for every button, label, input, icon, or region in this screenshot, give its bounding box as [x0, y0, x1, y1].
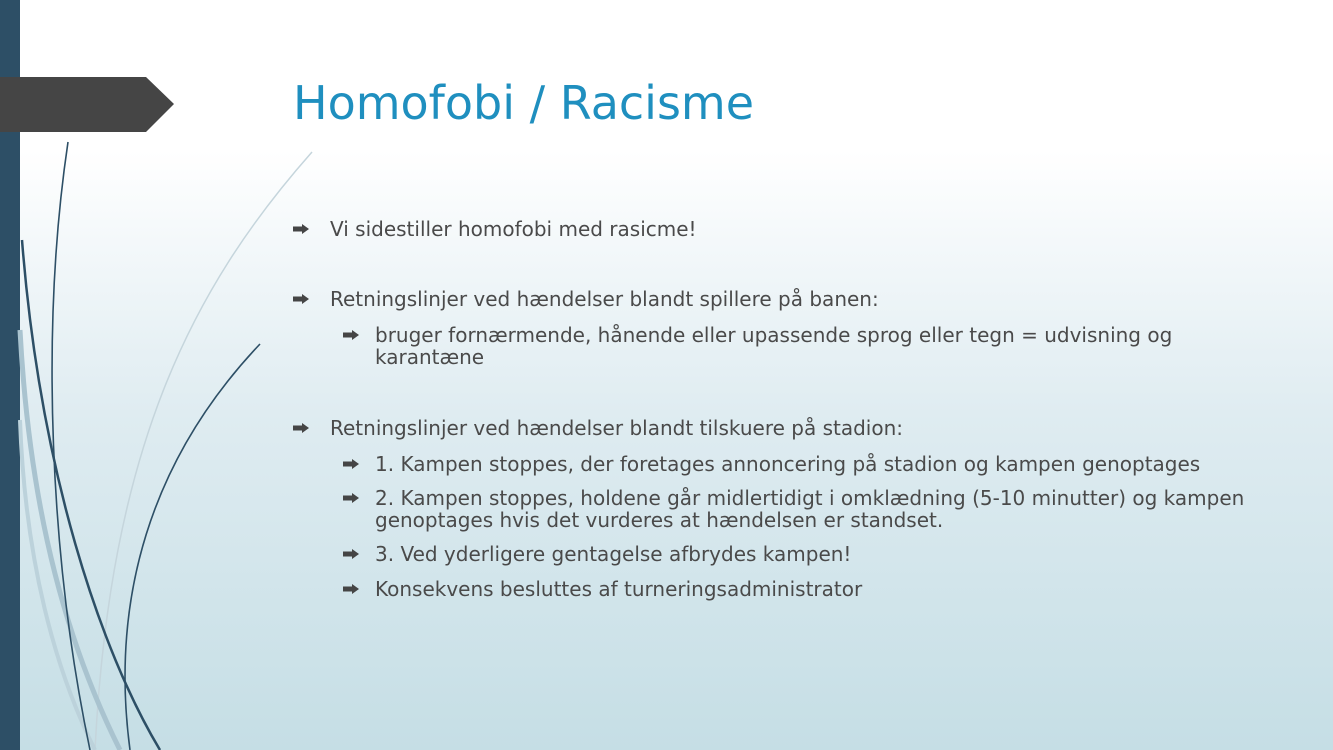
sub-bullet-text: 1. Kampen stoppes, der foretages annoncering på stadion og kampen genoptages	[375, 452, 1201, 476]
sub-bullet-text: 3. Ved yderligere gentagelse afbrydes kampen!	[375, 542, 852, 566]
sub-bullet-text: Konsekvens besluttes af turneringsadministrator	[375, 577, 863, 601]
title-arrow-tab	[0, 77, 174, 132]
arrow-bullet-icon	[293, 294, 309, 304]
dark-curve-2	[22, 240, 160, 750]
bullet-text: Retningslinjer ved hændelser blandt tilskuere på stadion:	[330, 416, 904, 440]
dark-curve-3	[125, 344, 260, 750]
bullet-text: Retningslinjer ved hændelser blandt spillere på banen:	[330, 287, 879, 311]
sub-bullet-text: bruger fornærmende, hånende eller upassende sprog eller tegn = udvisning og karantæne	[375, 323, 1173, 369]
sub-bullet-text: 2. Kampen stoppes, holdene går midlertidigt i omklædning (5-10 minutter) og kampen genoptages hvis det vurderes at hændelsen er standset.	[375, 486, 1245, 532]
sub-bullet-item-2-1	[293, 324, 1253, 368]
arrow-bullet-icon	[293, 423, 309, 433]
sub-bullet-item-3-4	[293, 578, 1253, 600]
arrow-bullet-icon	[343, 584, 359, 594]
sub-bullet-item-3-3	[293, 543, 1253, 565]
sub-bullet-item-3-2	[293, 487, 1253, 531]
bullet-item-1	[293, 217, 1253, 241]
bullet-text: Vi sidestiller homofobi med rasicme!	[330, 217, 697, 241]
bullet-item-3	[293, 416, 1253, 440]
arrow-bullet-icon	[293, 224, 309, 234]
arrow-bullet-icon	[343, 493, 359, 503]
slide-title: Homofobi / Racisme	[293, 76, 755, 130]
arrow-bullet-icon	[343, 330, 359, 340]
light-curve-outer	[95, 152, 312, 750]
arrow-bullet-icon	[343, 549, 359, 559]
bullet-list	[293, 210, 1253, 600]
sub-bullet-item-3-1	[293, 453, 1253, 475]
arrow-bullet-icon	[343, 459, 359, 469]
bullet-item-2	[293, 287, 1253, 311]
